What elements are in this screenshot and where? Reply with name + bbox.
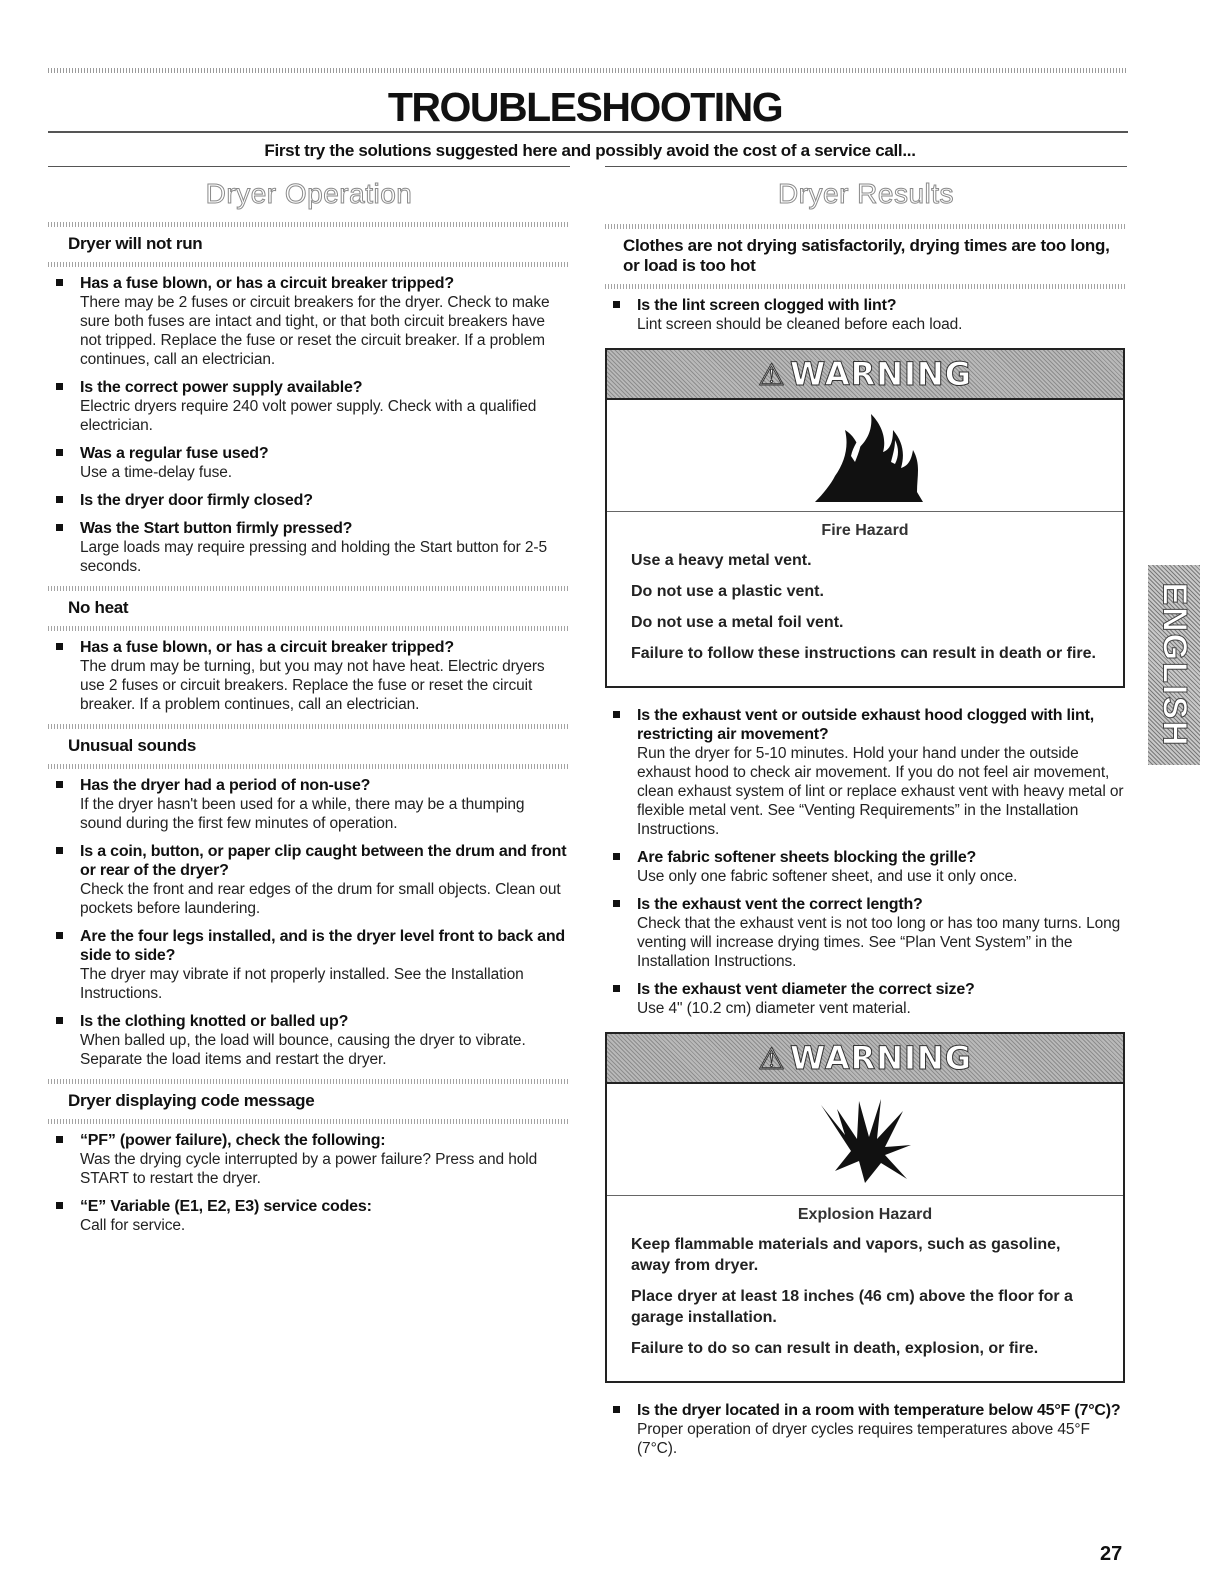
right-column	[605, 232, 1127, 1467]
warning-icon-area	[607, 400, 1123, 512]
question: Has a fuse blown, or has a circuit breaker tripped?	[80, 275, 454, 292]
qa-list	[48, 638, 570, 714]
subhead-dryer-displaying-code	[48, 1087, 570, 1115]
side-tab-label: ENGLISH	[1155, 582, 1194, 748]
question: Is the clothing knotted or balled up?	[80, 1013, 349, 1030]
bullet-icon	[56, 1136, 63, 1143]
subheading-text: Dryer displaying code message	[68, 1091, 315, 1110]
page-subtitle: First try the solutions suggested here and possibly avoid the cost of a service call...	[264, 141, 916, 160]
qa-list	[48, 1131, 570, 1235]
title-underline-rule	[48, 131, 1128, 133]
page-number: 27	[1100, 1543, 1123, 1565]
list-item	[605, 980, 1127, 1018]
list-item	[605, 296, 1127, 334]
section-heading-dryer-results: Dryer Results	[777, 178, 955, 209]
question: “PF” (power failure), check the following:	[80, 1132, 386, 1149]
list-item	[48, 776, 570, 833]
bullet-icon	[56, 1202, 63, 1209]
hazard-line: Do not use a metal foil vent.	[631, 614, 844, 631]
answer: Use a time-delay fuse.	[80, 464, 233, 481]
question: Was a regular fuse used?	[80, 445, 269, 462]
answer: Use 4" (10.2 cm) diameter vent material.	[637, 1000, 911, 1017]
subheading-text: Clothes are not drying satisfactorily, drying times are too long, or load is too hot	[623, 236, 1110, 275]
explosion-hazard-warning	[605, 1032, 1125, 1383]
question: Has a fuse blown, or has a circuit breaker tripped?	[80, 639, 454, 656]
section-heading-dryer-operation: Dryer Operation	[205, 178, 413, 209]
bullet-icon	[56, 932, 63, 939]
answer: Run the dryer for 5-10 minutes. Hold your hand under the outside exhaust hood to check air movement. If you do not feel air movement, clean exhaust system of lint or replace exhaust vent with heavy metal or flexible metal vent. See “Venting Requirements” in the Installation Instructions.	[637, 745, 1124, 838]
subheading-text: Unusual sounds	[68, 736, 197, 755]
answer: Large loads may require pressing and holding the Start button for 2-5 seconds.	[80, 539, 548, 575]
bullet-icon	[613, 900, 620, 907]
bullet-icon	[613, 985, 620, 992]
bullet-icon	[56, 279, 63, 286]
subhead-no-heat	[48, 594, 570, 622]
bullet-icon	[56, 524, 63, 531]
question: Are the four legs installed, and is the dryer level front to back and side to side?	[80, 928, 565, 964]
hazard-line: Do not use a plastic vent.	[631, 583, 824, 600]
answer: If the dryer hasn't been used for a while, there may be a thumping sound during the first few minutes of operation.	[80, 796, 525, 832]
answer: Was the drying cycle interrupted by a power failure? Press and hold START to restart the dryer.	[80, 1151, 538, 1187]
warning-triangle-icon: ⚠	[758, 358, 786, 393]
answer: The drum may be turning, but you may not have heat. Electric dryers use 2 fuses or circuit breakers. Replace the fuse or reset the circuit breaker. If a problem continues, call an electrician.	[80, 658, 545, 713]
list-item	[48, 638, 570, 714]
answer: Proper operation of dryer cycles requires temperatures above 45°F (7°C).	[637, 1421, 1090, 1457]
question: Is the exhaust vent diameter the correct size?	[637, 981, 975, 998]
bullet-icon	[613, 1406, 620, 1413]
list-item	[605, 895, 1127, 971]
warning-title	[758, 1039, 972, 1077]
list-item	[605, 706, 1127, 839]
subhead-clothes-not-drying	[605, 232, 1127, 280]
warning-title	[758, 355, 972, 393]
list-item	[48, 519, 570, 576]
subhead-unusual-sounds	[48, 732, 570, 760]
page-title: TROUBLESHOOTING	[387, 84, 783, 130]
fire-hazard-warning	[605, 348, 1125, 688]
qa-list	[605, 706, 1127, 1018]
subheading-text: Dryer will not run	[68, 234, 203, 253]
list-item	[605, 848, 1127, 886]
subhead-dryer-will-not-run	[48, 230, 570, 258]
answer: Use only one fabric softener sheet, and use it only once.	[637, 868, 1018, 885]
bullet-icon	[56, 383, 63, 390]
question: Has the dryer had a period of non-use?	[80, 777, 371, 794]
answer: Check that the exhaust vent is not too long or has too many turns. Long venting will increase drying times. See “Plan Vent System” in the Installation Instructions.	[637, 915, 1121, 970]
bullet-icon	[56, 781, 63, 788]
list-item	[48, 1197, 570, 1235]
list-item	[48, 444, 570, 482]
hazard-line: Use a heavy metal vent.	[631, 552, 812, 569]
hazard-line: Failure to follow these instructions can result in death or fire.	[631, 645, 1096, 662]
qa-list	[48, 274, 570, 576]
list-item	[48, 378, 570, 435]
question: Is the dryer door firmly closed?	[80, 492, 313, 509]
qa-list	[605, 296, 1127, 334]
answer: There may be 2 fuses or circuit breakers for the dryer. Check to make sure both fuses are intact and tight, or that both circuit breakers have not tripped. Replace the fuse or reset the circuit breaker. If a problem continues, call an electrician.	[80, 294, 550, 368]
hazard-title: Fire Hazard	[821, 522, 909, 539]
question: Is the exhaust vent or outside exhaust hood clogged with lint, restricting air movement?	[637, 707, 1094, 743]
list-item	[48, 1131, 570, 1188]
hazard-line: Failure to do so can result in death, explosion, or fire.	[631, 1340, 1039, 1357]
qa-list	[48, 776, 570, 1069]
answer: When balled up, the load will bounce, causing the dryer to vibrate. Separate the load items and restart the dryer.	[80, 1032, 526, 1068]
hazard-line: Place dryer at least 18 inches (46 cm) above the floor for a garage installation.	[631, 1288, 1073, 1326]
question: Is the lint screen clogged with lint?	[637, 297, 897, 314]
question: Is the correct power supply available?	[80, 379, 363, 396]
list-item	[48, 927, 570, 1003]
hazard-title: Explosion Hazard	[797, 1206, 933, 1223]
question: Is a coin, button, or paper clip caught between the drum and front or rear of the dryer?	[80, 843, 567, 879]
warning-banner	[607, 1034, 1123, 1084]
bullet-icon	[613, 301, 620, 308]
list-item	[48, 274, 570, 369]
warning-icon-area	[607, 1084, 1123, 1196]
bullet-icon	[56, 847, 63, 854]
question: Are fabric softener sheets blocking the grille?	[637, 849, 977, 866]
bullet-icon	[56, 496, 63, 503]
question: Was the Start button firmly pressed?	[80, 520, 353, 537]
subheading-text: No heat	[68, 598, 129, 617]
question: “E” Variable (E1, E2, E3) service codes:	[80, 1198, 372, 1215]
list-item	[605, 1401, 1127, 1458]
question: Is the dryer located in a room with temperature below 45°F (7°C)?	[637, 1402, 1121, 1419]
hazard-line: Keep flammable materials and vapors, such as gasoline, away from dryer.	[631, 1236, 1061, 1274]
warning-text	[607, 512, 1123, 686]
list-item	[48, 1012, 570, 1069]
bullet-icon	[56, 449, 63, 456]
explosion-icon	[815, 1095, 915, 1185]
warning-text	[607, 1196, 1123, 1381]
fire-icon	[805, 406, 925, 506]
qa-list	[605, 1401, 1127, 1458]
language-side-tab	[1148, 565, 1200, 765]
answer: Call for service.	[80, 1217, 186, 1234]
bullet-icon	[56, 1017, 63, 1024]
warning-triangle-icon: ⚠	[758, 1042, 786, 1077]
list-item	[48, 842, 570, 918]
answer: Lint screen should be cleaned before each load.	[637, 316, 963, 333]
answer: Electric dryers require 240 volt power supply. Check with a qualified electrician.	[80, 398, 537, 434]
subtitle-underline-rule-right	[605, 166, 1127, 167]
list-item	[48, 491, 570, 510]
left-column	[48, 230, 570, 1244]
bullet-icon	[613, 711, 620, 718]
top-dotted-rule	[48, 68, 1128, 73]
warning-banner	[607, 350, 1123, 400]
subtitle-underline-rule-left	[48, 166, 570, 167]
warning-label: WARNING	[789, 1039, 972, 1077]
question: Is the exhaust vent the correct length?	[637, 896, 923, 913]
bullet-icon	[56, 643, 63, 650]
bullet-icon	[613, 853, 620, 860]
answer: Check the front and rear edges of the drum for small objects. Clean out pockets before laundering.	[80, 881, 561, 917]
warning-label: WARNING	[789, 355, 972, 393]
answer: The dryer may vibrate if not properly installed. See the Installation Instructions.	[80, 966, 524, 1002]
